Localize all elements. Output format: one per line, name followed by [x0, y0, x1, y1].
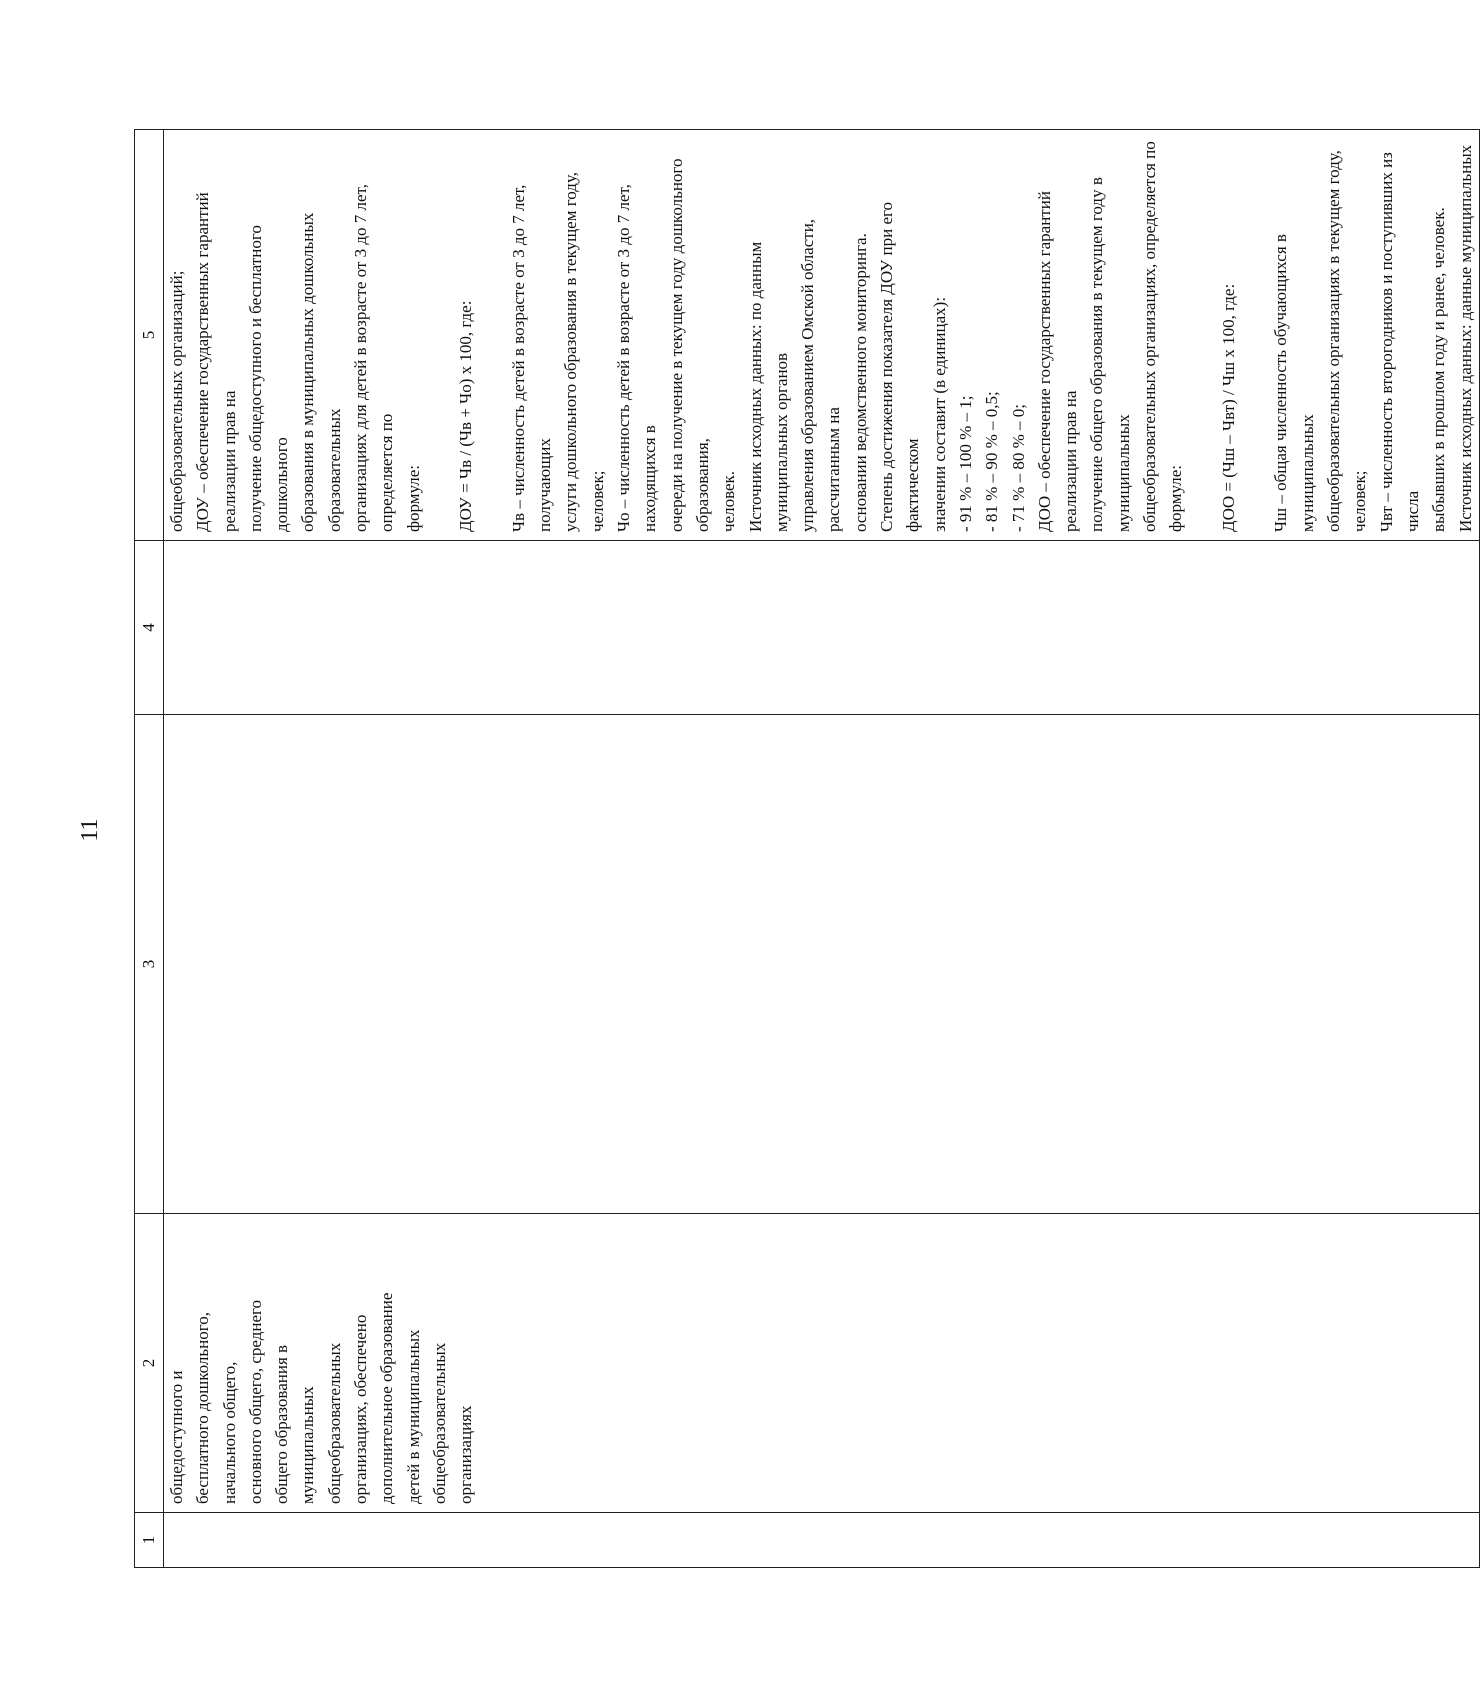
calculation-method-text: общеобразовательных организаций; ДОУ – обеспечение государственных гарантий реализации прав на получение общедоступного и бесплатного дошкольного образования в муниципальных дошкольных образовательных организациях для детей в возрасте от 3 до 7 лет, определяется по формуле: ДОУ = Чв / (Чв + Чо) х 100, где: Чв – численность детей в возрасте от 3 до 7 лет, получающих услуги дошкольного образования в текущем году, человек; Чо – численность детей в возрасте от 3 до 7 лет, находящихся в очереди на получение в текущем году дошкольного образования, человек. Источник исходных данных: по данным муниципальных органов управления образованием Омской области, рассчитанным на основании ведомственного мониторинга. Степень достижения показателя ДОУ при его фактическом значении составит (в единицах): - 91 % – 100 % – 1; - 81 % – 90 % – 0,5; - 71 % – 80 % – 0; ДОО – обеспечение государственных гарантий реализации прав на получение общего образования в текущем году в муниципальных общеобразовательных организациях, определяется по формуле: ДОО = (Чш – Чвт) / Чш х 100, где: Чш – общая численность обучающихся в муниципальных общеобразовательных организациях в текущем году, человек; Чвт – численность второгодников и поступивших из числа выбывших в прошлом году и ранее, человек. Источник исходных данных: данные муниципальных — [167, 141, 1475, 532]
table-row — [164, 130, 1480, 1568]
column-header-4: 4 — [135, 541, 164, 715]
cell-col-3 — [164, 715, 1480, 1214]
column-header-2: 2 — [135, 1214, 164, 1513]
header-row — [135, 130, 164, 1568]
column-header-3: 3 — [135, 715, 164, 1214]
cell-col-1 — [164, 1513, 1480, 1568]
cell-indicator-name — [164, 1214, 1480, 1513]
cell-col-4 — [164, 541, 1480, 715]
page-number: 11 — [77, 818, 103, 842]
column-header-5: 5 — [135, 130, 164, 541]
indicator-name-text: общедоступного и бесплатного дошкольного, начального общего, основного общего, среднего общего образования в муниципальных общеобразовательных организациях, обеспечено дополнительное образование детей в муниципальных общеобразовательных организациях — [167, 1292, 476, 1504]
indicator-table — [134, 129, 1480, 1568]
column-header-1: 1 — [135, 1513, 164, 1568]
cell-calculation-method — [164, 130, 1480, 541]
